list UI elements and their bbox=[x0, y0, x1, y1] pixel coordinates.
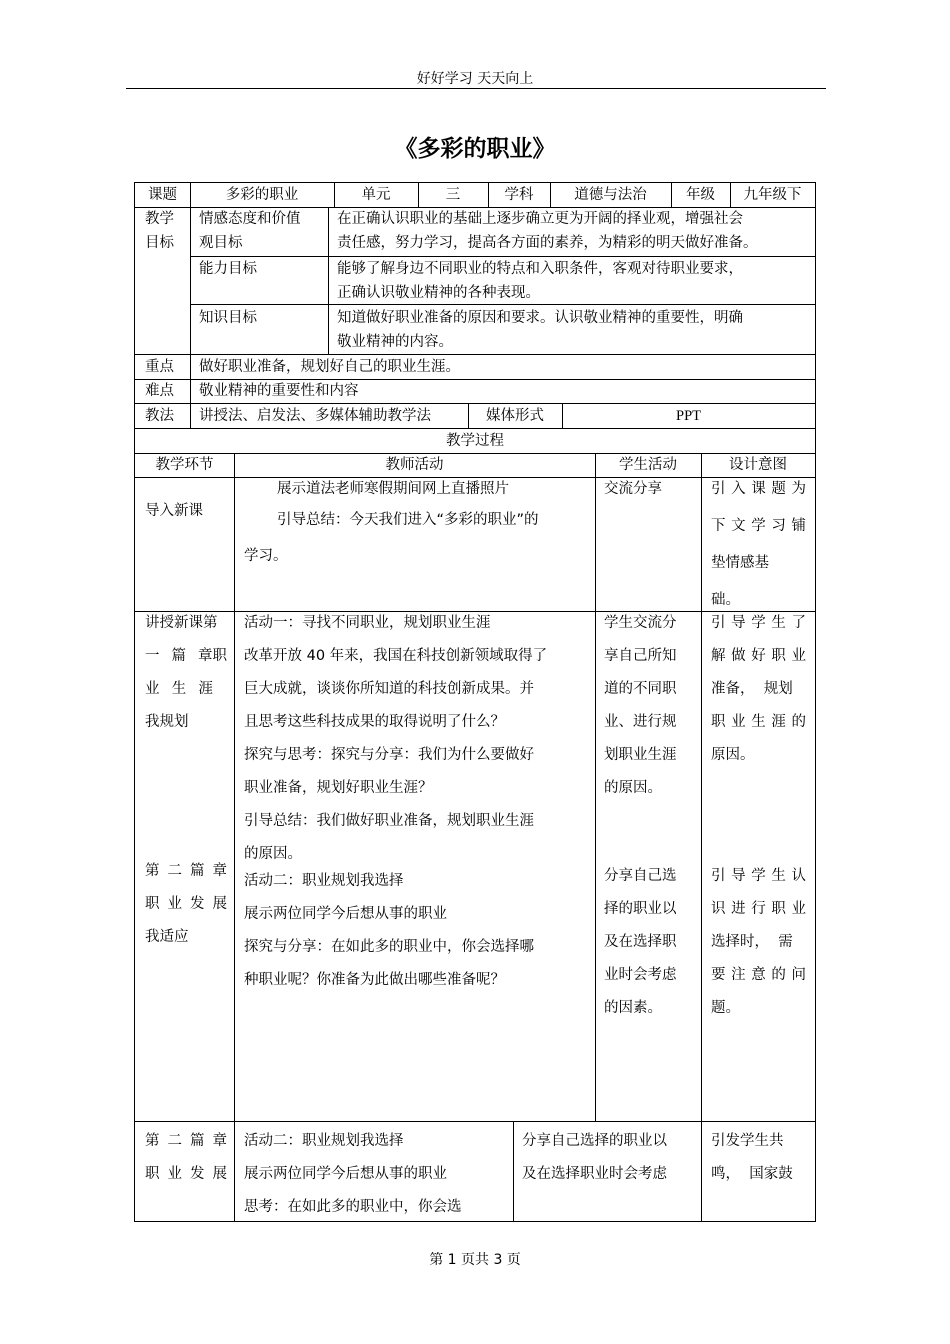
new-student-line: 划职业生涯 bbox=[604, 747, 677, 763]
new-design-line: 原因。 bbox=[711, 747, 755, 763]
lesson-value: 多彩的职业 bbox=[225, 187, 299, 203]
emotion-goal-label: 观目标 bbox=[199, 235, 243, 251]
media-value: PPT bbox=[676, 408, 701, 424]
stage-char: 章 bbox=[212, 1133, 227, 1149]
stage-char: 章职 bbox=[198, 648, 227, 664]
grade-value: 九年级下 bbox=[743, 187, 802, 203]
key-point-text: 做好职业准备，规划好自己的职业生涯。 bbox=[199, 359, 460, 375]
stage-char: 业 bbox=[145, 681, 160, 697]
col-teacher-header: 教师活动 bbox=[385, 457, 444, 473]
page-footer: 第 1 页共 3 页 bbox=[429, 1252, 521, 1268]
stage-new-line bbox=[145, 855, 227, 888]
last-teacher-line: 展示两位同学今后想从事的职业 bbox=[244, 1166, 447, 1182]
stage-char: 一 bbox=[145, 648, 160, 664]
goals-label: 教学 bbox=[145, 211, 174, 227]
new-design-line: 选择时， 需 bbox=[711, 934, 793, 950]
stage-char: 职 bbox=[145, 896, 160, 912]
subject-value: 道德与法治 bbox=[574, 187, 647, 203]
new-teacher-line: 巨大成就，谈谈你所知道的科技创新成果。并 bbox=[244, 681, 534, 697]
new-teacher-line: 改革开放 40 年来，我国在科技创新领域取得了 bbox=[244, 648, 548, 664]
key-point-label: 重点 bbox=[145, 359, 174, 375]
goals-label: 目标 bbox=[145, 235, 174, 251]
intro-design-line: 引入课题为 bbox=[711, 481, 806, 497]
unit-value: 三 bbox=[445, 187, 461, 203]
last-student-line: 分享自己选择的职业以 bbox=[522, 1133, 667, 1149]
col-divider bbox=[513, 1121, 514, 1221]
last-design-line: 引发学生共 bbox=[711, 1133, 784, 1149]
stage-intro: 导入新课 bbox=[145, 503, 203, 519]
new-teacher-line: 探究与思考：探究与分享：我们为什么要做好 bbox=[244, 747, 534, 763]
stage-char: 第 bbox=[145, 863, 160, 879]
new-design-line: 职业生涯的 bbox=[711, 714, 806, 730]
last-teacher-line: 活动二：职业规划我选择 bbox=[244, 1133, 404, 1149]
row-divider bbox=[135, 1121, 815, 1122]
knowledge-goal-label: 知识目标 bbox=[199, 310, 257, 326]
new-teacher-line: 职业准备，规划好职业生涯？ bbox=[244, 780, 433, 796]
new-design-line: 识进行职业 bbox=[711, 901, 806, 917]
process-title: 教学过程 bbox=[446, 433, 504, 449]
stage-char: 业 bbox=[167, 1166, 182, 1182]
grade-label: 年级 bbox=[686, 187, 715, 203]
col-divider bbox=[234, 1121, 235, 1221]
stage-char: 展 bbox=[212, 1166, 227, 1182]
ability-goal-text: 能够了解身边不同职业的特点和入职条件，客观对待职业要求， bbox=[337, 261, 743, 277]
intro-teacher-line: 引导总结：今天我们进入“多彩的职业”的 bbox=[277, 512, 539, 528]
intro-student: 交流分享 bbox=[604, 481, 662, 497]
new-design-line: 解做好职业 bbox=[711, 648, 806, 664]
new-design-line: 准备， 规划 bbox=[711, 681, 793, 697]
col-divider bbox=[234, 453, 235, 1121]
stage-char: 二 bbox=[167, 1133, 182, 1149]
stage-char: 篇 bbox=[171, 648, 186, 664]
new-design-line: 要注意的问 bbox=[711, 967, 806, 983]
stage-char: 章 bbox=[212, 863, 227, 879]
new-teacher-line: 种职业呢？你准备为此做出哪些准备呢？ bbox=[244, 972, 505, 988]
new-teacher-line: 且思考这些科技成果的取得说明了什么？ bbox=[244, 714, 505, 730]
stage-new-line bbox=[145, 888, 227, 921]
new-teacher-line: 的原因。 bbox=[244, 846, 302, 862]
stage-char: 发 bbox=[190, 1166, 205, 1182]
stage-char: 生 bbox=[171, 681, 187, 697]
stage-new-line: 我规划 bbox=[145, 714, 189, 730]
knowledge-goal-text: 知道做好职业准备的原因和要求。认识敬业精神的重要性，明确 bbox=[337, 310, 743, 326]
stage-char: 业 bbox=[167, 896, 182, 912]
difficulty-label: 难点 bbox=[145, 383, 174, 399]
new-student-line: 道的不同职 bbox=[604, 681, 677, 697]
stage-char: 涯 bbox=[198, 681, 213, 697]
new-teacher-line: 引导总结：我们做好职业准备，规划职业生涯 bbox=[244, 813, 534, 829]
new-student-line: 的原因。 bbox=[604, 780, 662, 796]
col-stage-header: 教学环节 bbox=[155, 457, 214, 473]
last-design-line: 鸣， 国家鼓 bbox=[711, 1166, 793, 1182]
new-student-line: 业、进行规 bbox=[604, 714, 677, 730]
col-divider bbox=[701, 1121, 702, 1221]
intro-design-line: 垫情感基 bbox=[711, 555, 769, 571]
new-teacher-line: 活动二：职业规划我选择 bbox=[244, 873, 404, 889]
stage-new-line: 我适应 bbox=[145, 929, 189, 945]
ability-goal-text: 正确认识敬业精神的各种表现。 bbox=[337, 285, 540, 301]
col-student-header: 学生活动 bbox=[619, 457, 677, 473]
stage-new-line bbox=[145, 673, 213, 706]
col-divider bbox=[701, 453, 702, 1121]
emotion-goal-text: 在正确认识职业的基础上逐步确立更为开阔的择业观，增强社会 bbox=[337, 211, 743, 227]
intro-teacher-line: 学习。 bbox=[244, 548, 288, 564]
new-student-line: 的因素。 bbox=[604, 1000, 662, 1016]
new-teacher-line: 探究与分享：在如此多的职业中，你会选择哪 bbox=[244, 939, 534, 955]
new-design-line: 引导学生认 bbox=[711, 868, 806, 884]
unit-label: 单元 bbox=[361, 187, 391, 203]
new-student-line: 及在选择职 bbox=[604, 934, 677, 950]
col-divider bbox=[328, 207, 329, 354]
emotion-goal-text: 责任感，努力学习，提高各方面的素养，为精彩的明天做好准备。 bbox=[337, 235, 758, 251]
stage-char: 展 bbox=[212, 896, 227, 912]
new-student-line: 分享自己选 bbox=[604, 868, 677, 884]
new-student-line: 学生交流分 bbox=[604, 615, 677, 631]
new-teacher-line: 活动一：寻找不同职业，规划职业生涯 bbox=[244, 615, 491, 631]
lesson-label: 课题 bbox=[148, 187, 177, 203]
stage-new-line: 讲授新课第 bbox=[145, 615, 218, 631]
col-divider bbox=[595, 453, 596, 1121]
media-label: 媒体形式 bbox=[486, 408, 544, 424]
intro-design-line: 础。 bbox=[711, 592, 740, 608]
new-student-line: 业时会考虑 bbox=[604, 967, 677, 983]
difficulty-text: 敬业精神的重要性和内容 bbox=[199, 383, 359, 399]
stage-char: 二 bbox=[167, 863, 182, 879]
col-divider bbox=[190, 207, 191, 428]
stage-char: 篇 bbox=[190, 863, 205, 879]
new-student-line: 择的职业以 bbox=[604, 901, 677, 917]
method-text: 讲授法、启发法、多媒体辅助教学法 bbox=[199, 408, 431, 424]
ability-goal-label: 能力目标 bbox=[199, 261, 257, 277]
new-student-line: 享自己所知 bbox=[604, 648, 677, 664]
stage-last-line bbox=[145, 1125, 227, 1158]
document-title: 《多彩的职业》 bbox=[394, 136, 556, 162]
stage-new-line bbox=[145, 640, 227, 673]
intro-teacher-line: 展示道法老师寒假期间网上直播照片 bbox=[277, 481, 509, 497]
new-teacher-line: 展示两位同学今后想从事的职业 bbox=[244, 906, 447, 922]
lesson-plan-table bbox=[134, 182, 816, 1222]
stage-char: 篇 bbox=[190, 1133, 205, 1149]
method-label: 教法 bbox=[145, 408, 174, 424]
new-design-line: 题。 bbox=[711, 1000, 740, 1016]
stage-char: 发 bbox=[190, 896, 205, 912]
subject-label: 学科 bbox=[504, 187, 534, 203]
intro-design-line: 下文学习铺 bbox=[711, 518, 806, 534]
emotion-goal-label: 情感态度和价值 bbox=[199, 211, 301, 227]
new-design-line: 引导学生了 bbox=[711, 615, 806, 631]
stage-char: 职 bbox=[145, 1166, 160, 1182]
stage-last-line bbox=[145, 1158, 227, 1191]
col-design-header: 设计意图 bbox=[729, 457, 787, 473]
header-rule bbox=[126, 88, 826, 89]
stage-char: 第 bbox=[145, 1133, 160, 1149]
last-student-line: 及在选择职业时会考虑 bbox=[522, 1166, 667, 1182]
page-header: 好好学习 天天向上 bbox=[416, 71, 534, 87]
knowledge-goal-text: 敬业精神的内容。 bbox=[337, 334, 453, 350]
last-teacher-line: 思考：在如此多的职业中，你会选 bbox=[244, 1199, 462, 1215]
